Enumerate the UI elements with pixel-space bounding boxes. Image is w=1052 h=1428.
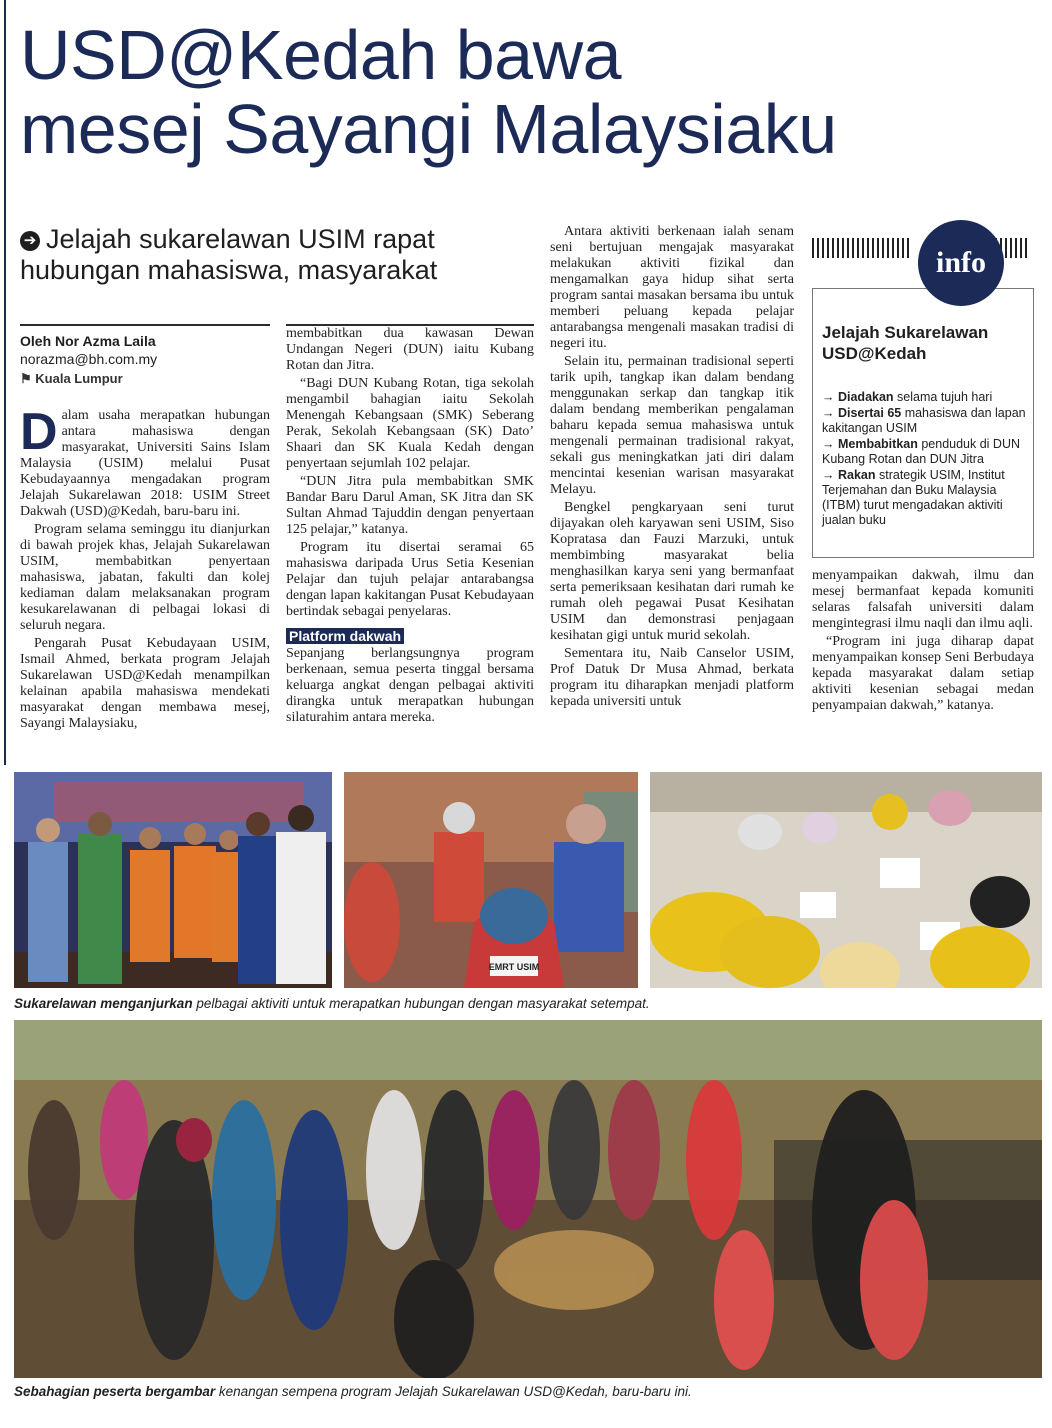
info-stripes [812, 238, 910, 258]
info-item: → Diadakan selama tujuh hari [822, 390, 993, 404]
arrow-right-icon: ➔ [20, 231, 40, 251]
article-column-2 [286, 326, 534, 728]
info-list [822, 390, 1032, 529]
flag-icon: ⚑ [20, 371, 32, 386]
paragraph: menyampaikan dakwah, ilmu dan mesej bermanfaat kepada komuniti selaras falsafah universiti dalam mengintegrasi ilmu naqli dan ilmu aqli. [812, 568, 1034, 631]
paragraph: Antara aktiviti berkenaan ialah senam seni bertujuan mengajak masyarakat melakukan aktiviti fizikal dan mengamalkan gaya hidup sihat serta program santai masakan bersama ibu untuk memberi peluang kepada pelajar antarabangsa mengenali masakan tradisi di negeri itu. [550, 224, 794, 351]
paragraph: “Bagi DUN Kubang Rotan, tiga sekolah mengambil bahagian iaitu Sekolah Menengah Kebangsaan (SMK) Seberang Perak, Sekolah Kebangsaan (SK) Dato’ Shaari dan SK Kuala Kedah dengan penyertaan sejumlah 102 pelajar. [286, 376, 534, 471]
author-name: Oleh Nor Azma Laila [20, 333, 156, 349]
headline [20, 18, 1040, 166]
info-badge: info [918, 220, 1004, 306]
byline [20, 332, 270, 388]
photo-health-check-art [344, 772, 638, 988]
arrow-icon: → [822, 437, 835, 451]
photo-children-drawing [650, 772, 1042, 988]
author-email[interactable]: norazma@bh.com.my [20, 351, 158, 367]
column-rule-1 [20, 324, 270, 326]
subheadline [20, 224, 540, 286]
left-margin-rule [4, 0, 6, 765]
vest-text: EMRT USIM [488, 962, 540, 972]
dateline-location: Kuala Lumpur [35, 371, 123, 386]
paragraph: alam usaha merapatkan hubungan antara mahasiswa dengan masyarakat, Universiti Sains Islam Malaysia (USIM) melalui Pusat Kebudayaannya mengadakan program Jelajah Sukarelawan 2018: USIM Street Dakwah (USD)@Kedah, baru-baru ini. [20, 408, 270, 519]
arrow-icon: → [822, 468, 835, 482]
headline-line-1: USD@Kedah bawa [20, 16, 622, 94]
paragraph: Pengarah Pusat Kebudayaan USIM, Ismail Ahmed, berkata program Jelajah Sukarelawan USD@Kedah menampilkan kelainan apabila mahasiswa mendekati masyarakat dengan membawa mesej, Sayangi Malaysiaku, [20, 636, 270, 731]
article-column-1 [20, 403, 270, 734]
article-column-4 [812, 568, 1034, 716]
photo-children-drawing-art [650, 772, 1042, 988]
subheadline-text: Jelajah sukarelawan USIM rapat hubungan mahasiswa, masyarakat [20, 224, 438, 285]
paragraph: “Program ini juga diharap dapat menyampaikan konsep Seni Berbudaya kepada masyarakat dalam setiap aktiviti kesenian sebagai medan penyampaian dakwah,” katanya. [812, 634, 1034, 713]
paragraph: Bengkel pengkaryaan seni turut dijayakan oleh karyawan seni USIM, Siso Kopratasa dan Fauzi Marzuki, untuk membimbing masyarakat belia menghasilkan karya seni yang bermanfaat serta pemeriksaan kesihatan dari rumah ke rumah oleh pegawai Pusat Kesihatan USIM dan demonstrasi penjagaan kesihatan gigi untuk murid sekolah. [550, 500, 794, 643]
photo-group-event [14, 772, 332, 988]
info-item: → Rakan strategik USIM, Institut Terjemahan dan Buku Malaysia (ITBM) turut mengadakan aktiviti jualan buku [822, 468, 1005, 527]
paragraph: “DUN Jitra pula membabitkan SMK Bandar Baru Darul Aman, SK Jitra dan SK Sultan Ahmad Tajuddin dengan penyertaan 125 pelajar,” katanya. [286, 474, 534, 537]
headline-line-2: mesej Sayangi Malaysiaku [20, 90, 837, 168]
arrow-icon: → [822, 406, 835, 420]
dateline [20, 370, 270, 388]
photo-health-check [344, 772, 638, 988]
photo-caption-1: Sukarelawan menganjurkan pelbagai aktiviti untuk merapatkan hubungan dengan masyarakat setempat. [14, 996, 650, 1011]
section-subheading: Platform dakwah [286, 628, 404, 644]
photo-group-event-art [14, 772, 332, 988]
paragraph: Sepanjang berlangsungnya program berkenaan, semua peserta tinggal bersama keluarga angkat dengan pelbagai aktiviti dirangka untuk merapatkan hubungan silaturahim antara mereka. [286, 646, 534, 725]
paragraph: membabitkan dua kawasan Dewan Undangan Negeri (DUN) iaitu Kubang Rotan dan Jitra. [286, 326, 534, 373]
drop-cap: D [20, 403, 58, 461]
arrow-icon: → [822, 390, 835, 404]
paragraph: Program itu disertai seramai 65 mahasiswa daripada Urus Setia Kesenian Pelajar dan tujuh pelajar antarabangsa dengan lapan kakitangan Pusat Kebudayaan bertindak sebagai penyelaras. [286, 540, 534, 619]
photo-group-field [14, 1020, 1042, 1378]
info-item: → Membabitkan penduduk di DUN Kubang Rotan dan DUN Jitra [822, 437, 1021, 466]
photo-caption-2: Sebahagian peserta bergambar kenangan sempena program Jelajah Sukarelawan USD@Kedah, baru-baru ini. [14, 1384, 692, 1399]
info-title: Jelajah Sukarelawan USD@Kedah [822, 323, 989, 363]
info-item: → Disertai 65 mahasiswa dan lapan kakitangan USIM [822, 406, 1026, 435]
photo-group-field-art [14, 1020, 1042, 1378]
paragraph: Sementara itu, Naib Canselor USIM, Prof Datuk Dr Musa Ahmad, berkata program itu diharapkan menjadi platform kepada universiti untuk [550, 646, 794, 709]
article-column-3 [550, 224, 794, 712]
paragraph: Selain itu, permainan tradisional seperti tarik upih, tangkap ikan dalam bendang menggunakan serkap dan tangkap itik dalam bendang memberikan pengalaman baharu kepada semua mahasiswa untuk mengenali permainan tradisional rakyat, sekali gus meningkatkan jati diri dalam mencintai kesenian warisan masyarakat Melayu. [550, 354, 794, 497]
paragraph: Program selama seminggu itu dianjurkan di bawah projek khas, Jelajah Sukarelawan USIM, membabitkan penyertaan mahasiswa, jabatan, fakulti dan kolej kediaman dalam melaksanakan program kesukarelawanan di pelbagai lokasi di seluruh negara. [20, 522, 270, 633]
